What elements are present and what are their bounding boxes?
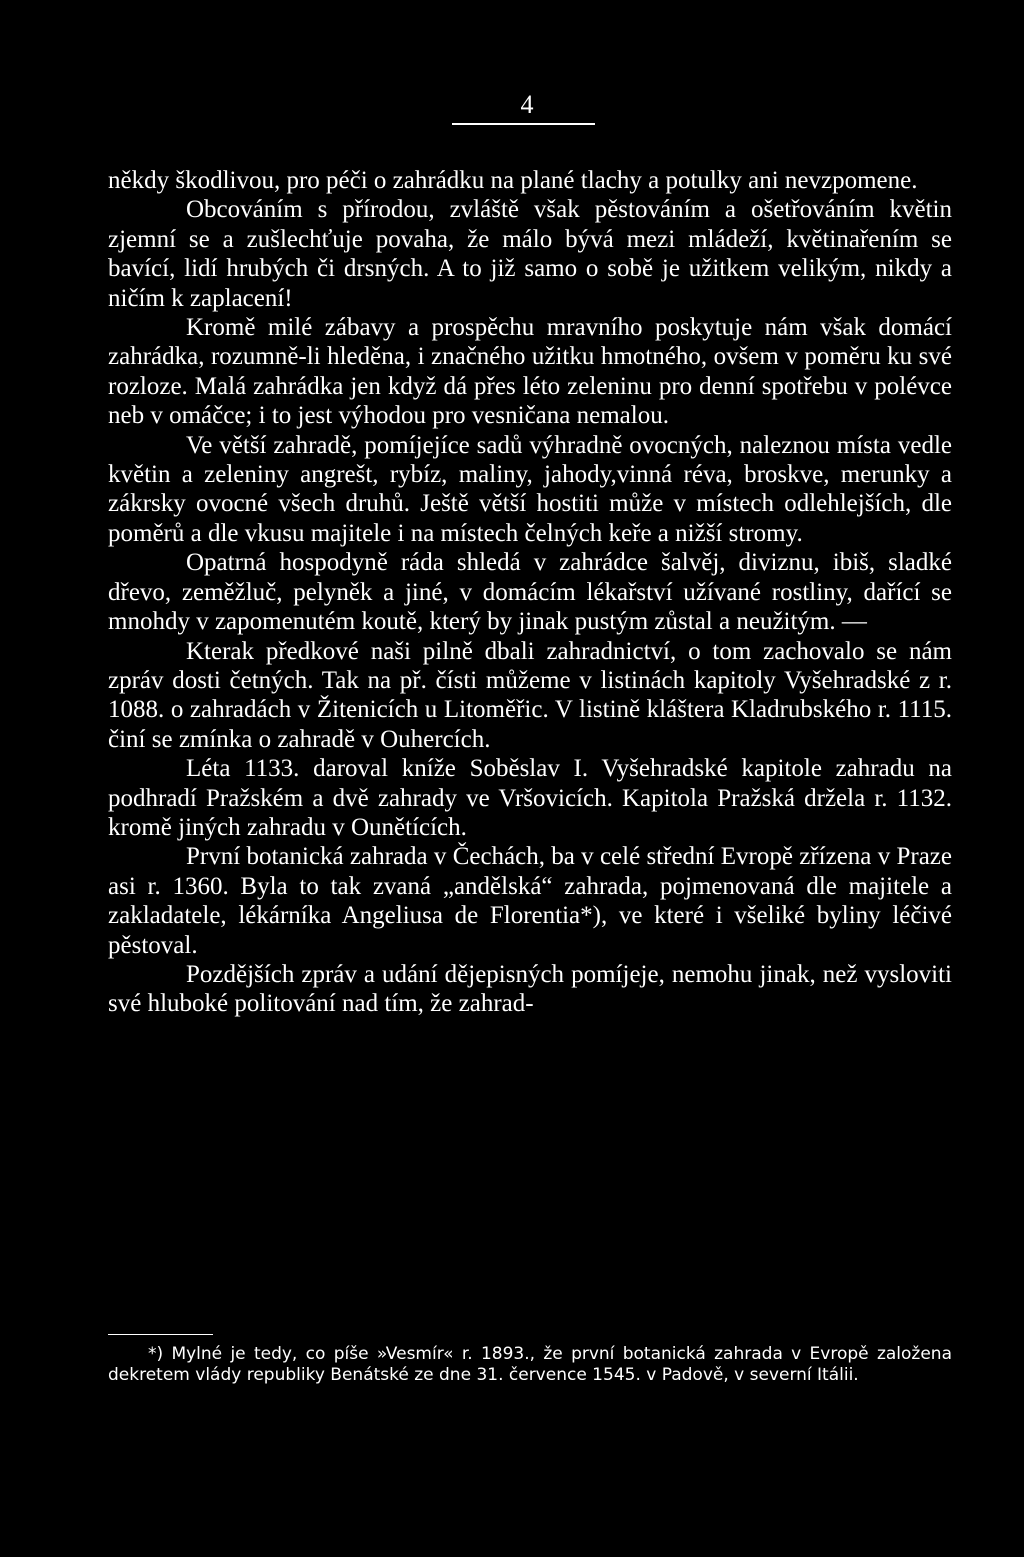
footnote: *) Mylné je tedy, co píše »Vesmír« r. 1893., že první botanická zahrada v Evropě založena dekretem vlády republiky Benátské ze dne 31. července 1545. v Padově, v severní Itálii. xyxy=(108,1344,952,1385)
paragraph: někdy škodlivou, pro péči o zahrádku na plané tlachy a potulky ani nevzpomene. xyxy=(108,167,918,194)
footnote-rule xyxy=(108,1334,213,1335)
page-number: 4 xyxy=(520,90,534,119)
paragraph: Obcováním s přírodou, zvláště však pěstováním a ošetřováním květin zjemní se a zušlechťuje povaha, že málo bývá mezi mládeží, květinařením se bavící, lidí hrubých či drsných. A to již samo o sobě je užitkem velikým, nikdy a ničím k zaplacení! xyxy=(108,196,952,312)
paragraph: Pozdějších zpráv a udání dějepisných pomíjeje, nemohu jinak, než vysloviti své hluboké politování nad tím, že zahrad- xyxy=(108,960,952,1018)
paragraph: První botanická zahrada v Čechách, ba v celé střední Evropě zřízena v Praze asi r. 1360. Byla to tak zvaná „andělská“ zahrada, pojmenovaná dle majitele a zakladatele, lékárníka Angeliusa de Florentia*), ve které i všeliké byliny léčivé pěstoval. xyxy=(108,843,952,959)
header-rule xyxy=(452,123,595,125)
paragraph: Kterak předkové naši pilně dbali zahradnictví, o tom zachovalo se nám zpráv dosti četných. Tak na př. čísti můžeme v listinách kapitoly Vyšehradské z r. 1088. o zahradách v Žitenicích u Litoměřic. V listině kláštera Kladrubského r. 1115. činí se zmínka o zahradě v Ouhercích. xyxy=(108,637,952,753)
paragraph: Kromě milé zábavy a prospěchu mravního poskytuje nám však domácí zahrádka, rozumně-li hleděna, i značného užitku hmotného, ovšem v poměru ku své rozloze. Malá zahrádka jen když dá přes léto zeleninu pro denní spotřebu v polévce neb v omáčce; i to jest výhodou pro vesničana nemalou. xyxy=(108,314,952,430)
paragraph: Ve větší zahradě, pomíjejíce sadů výhradně ovocných, naleznou místa vedle květin a zeleniny angrešt, rybíz, maliny, jahody,vinná réva, broskve, merunky a zákrsky ovocné všech druhů. Ještě větší hostiti může v místech odlehlejších, dle poměrů a dle vkusu majitele i na místech čelných keře a nižší stromy. xyxy=(108,431,952,547)
paragraph: Léta 1133. daroval kníže Soběslav I. Vyšehradské kapitole zahradu na podhradí Pražském a dvě zahrady ve Vršovicích. Kapitola Pražská držela r. 1132. kromě jiných zahradu v Ounětících. xyxy=(108,755,952,841)
paragraph: Opatrná hospodyně ráda shledá v zahrádce šalvěj, diviznu, ibiš, sladké dřevo, zeměžluč, pelyněk a jiné, v domácím lékařství užívané rostliny, dařící se mnohdy v zapomenutém koutě, který by jinak pustým zůstal a neužitým. — xyxy=(108,549,952,636)
body-text xyxy=(108,166,952,1019)
